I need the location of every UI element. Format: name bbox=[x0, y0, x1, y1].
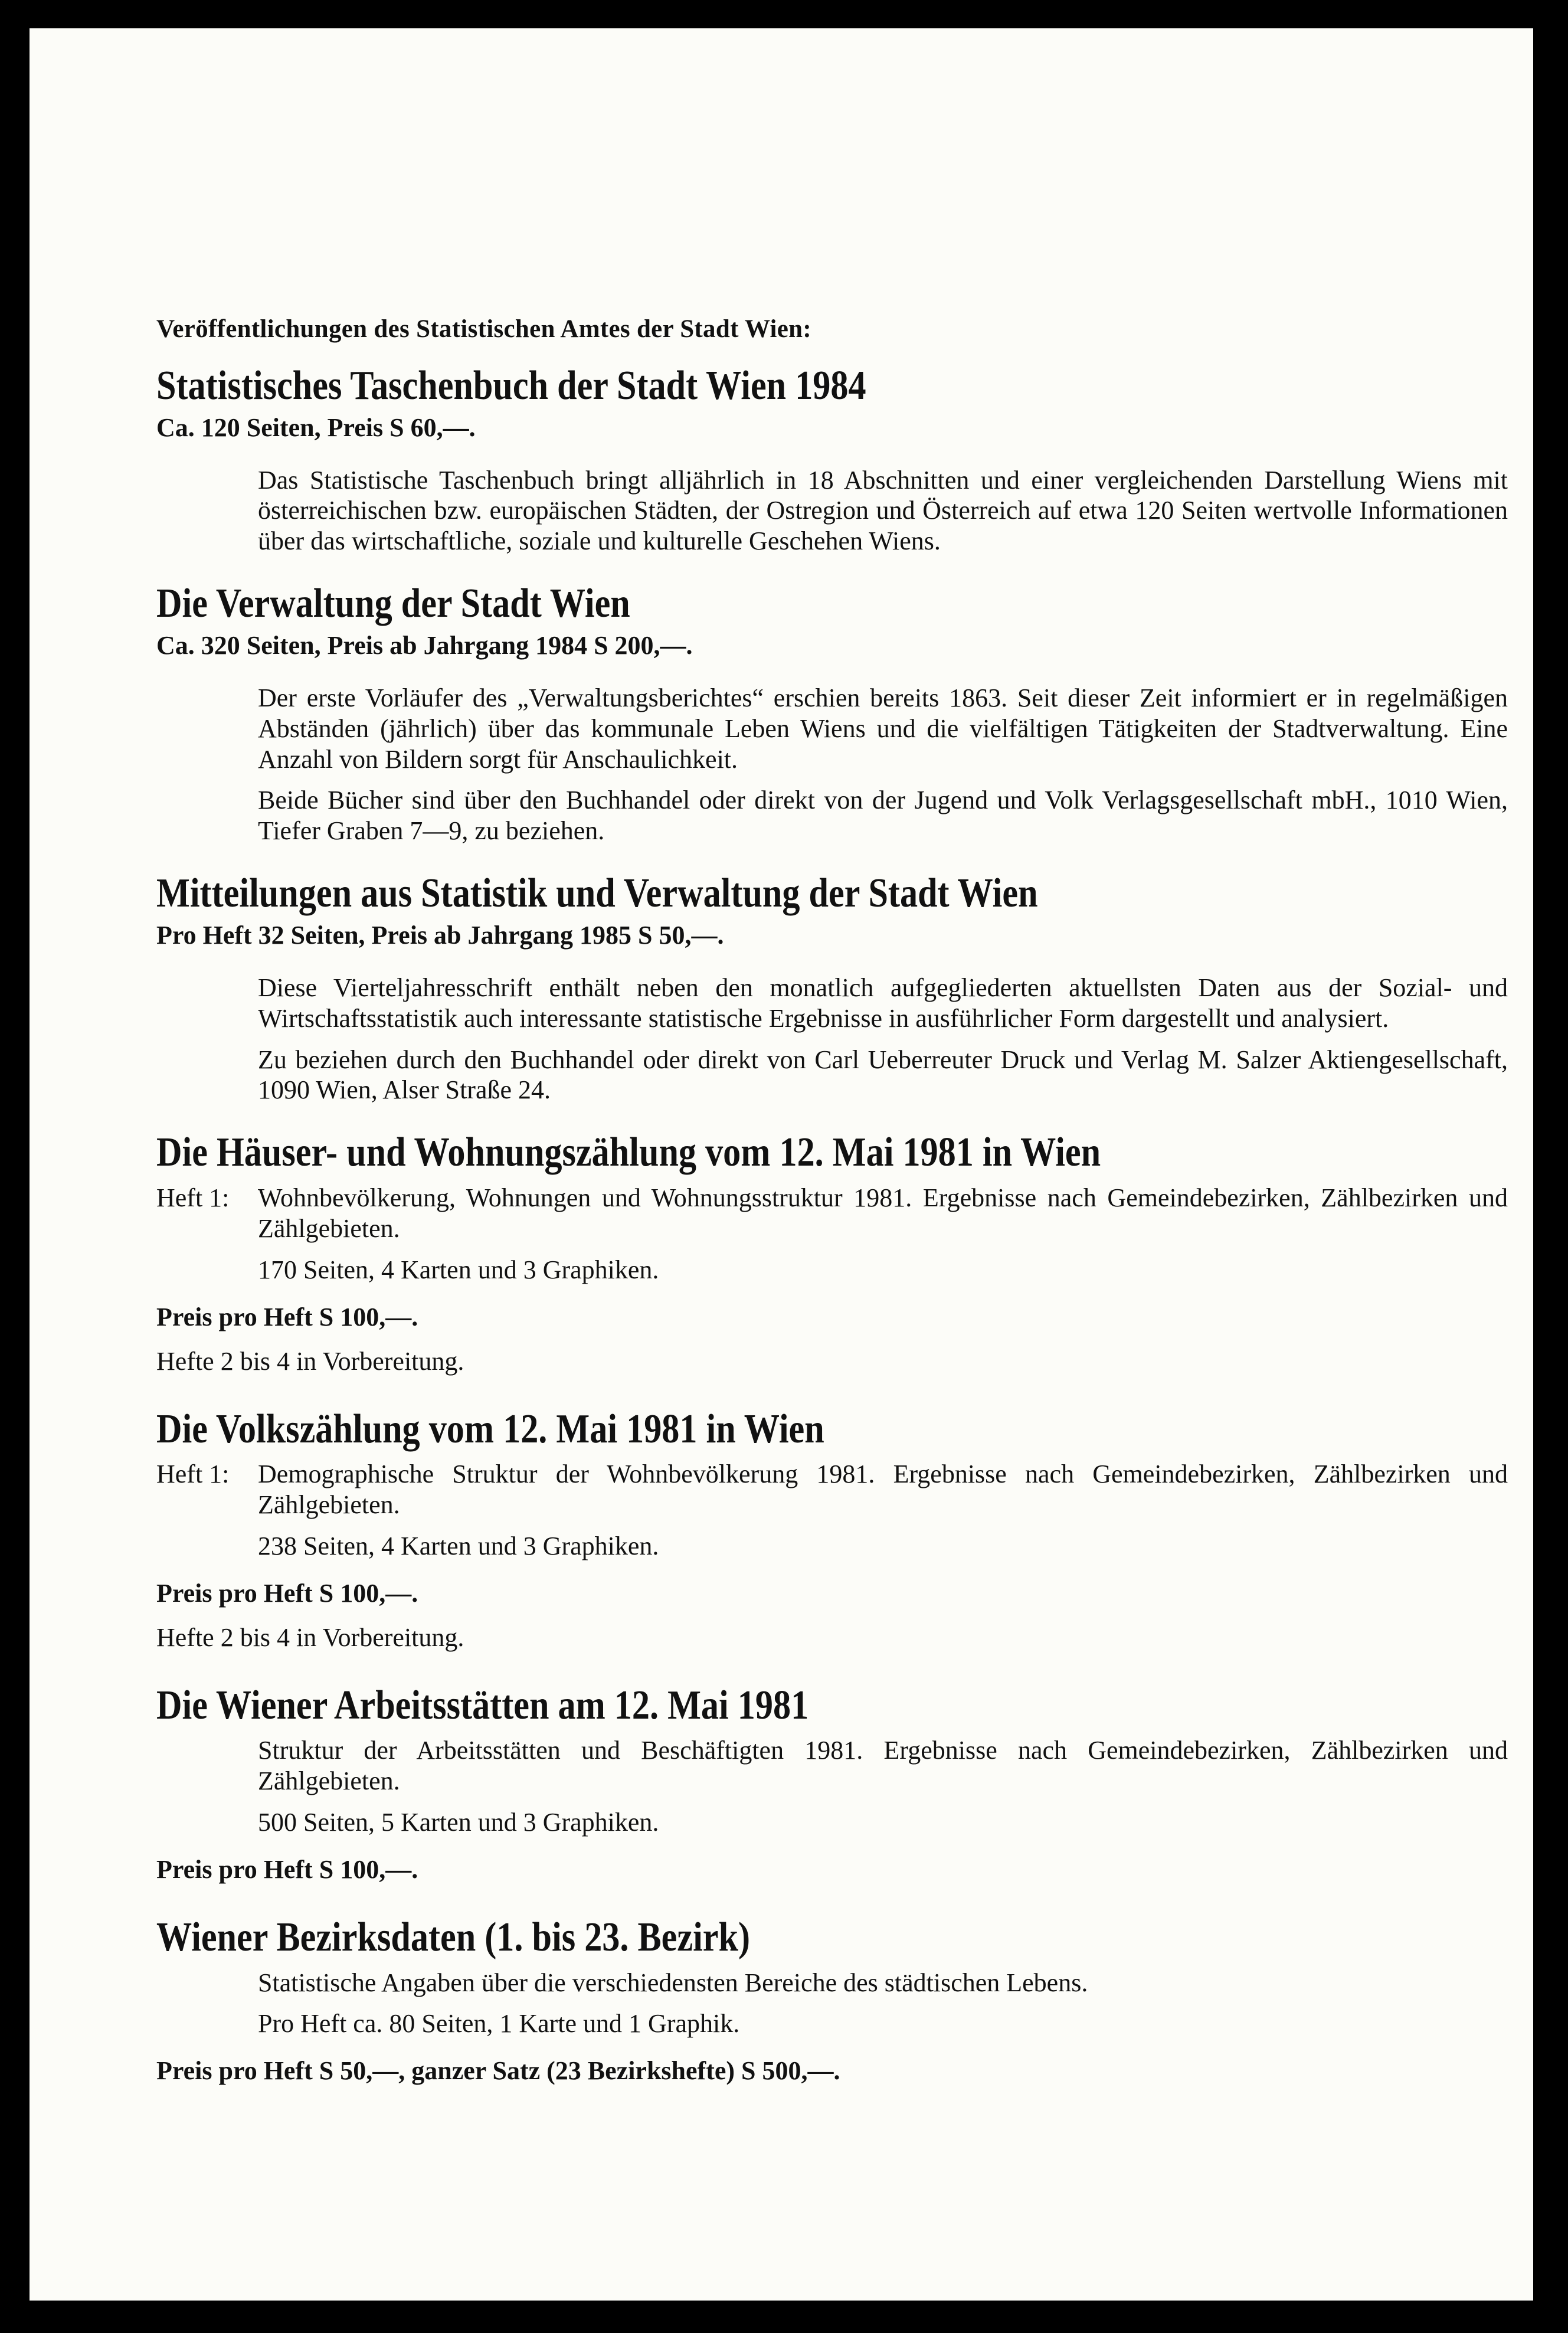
heft-pages: 500 Seiten, 5 Karten und 3 Graphiken. bbox=[258, 1808, 659, 1837]
section-verwaltung bbox=[156, 580, 1508, 846]
section-subtitle: Ca. 320 Seiten, Preis ab Jahrgang 1984 S 200,—. bbox=[156, 630, 693, 660]
heft-note: Hefte 2 bis 4 in Vorbereitung. bbox=[156, 1622, 464, 1652]
section-arbeitsstaetten bbox=[156, 1682, 1508, 1884]
section-mitteilungen bbox=[156, 870, 1508, 1105]
section-title: Wiener Bezirksdaten (1. bis 23. Bezirk) bbox=[156, 1915, 751, 1961]
section-paragraph: Struktur der Arbeitsstätten und Beschäftigten 1981. Ergebnisse nach Gemeindebezirken, Zählbezirken und Zählgebieten. bbox=[258, 1736, 1508, 1796]
heft-pages: 170 Seiten, 4 Karten und 3 Graphiken. bbox=[258, 1255, 659, 1284]
section-bezirksdaten bbox=[156, 1914, 1508, 2086]
section-title: Mitteilungen aus Statistik und Verwaltung der Stadt Wien bbox=[156, 871, 1038, 917]
section-paragraph: Das Statistische Taschenbuch bringt alljährlich in 18 Abschnitten und einer vergleichenden Darstellung Wiens mit österreichischen bzw. europäischen Städten, der Ostregion und Österreich auf etwa 120 Seiten wertvolle Informationen über das wirtschaftliche, soziale und kulturelle Geschehen Wiens. bbox=[258, 465, 1508, 556]
section-paragraph: Der erste Vorläufer des „Verwaltungsberichtes“ erschien bereits 1863. Seit dieser Zeit informiert er in regelmäßigen Abständen (jährlich) über das kommunale Leben Wiens und die vielfältigen Tätigkeiten der Stadtverwaltung. Eine Anzahl von Bildern sorgt für Anschaulichkeit. bbox=[258, 683, 1508, 774]
heft-pages: Pro Heft ca. 80 Seiten, 1 Karte und 1 Graphik. bbox=[258, 2009, 740, 2038]
heft-entry bbox=[156, 1459, 1508, 1520]
heft-description: Wohnbevölkerung, Wohnungen und Wohnungsstruktur 1981. Ergebnisse nach Gemeindebezirken, Zählbezirken und Zählgebieten. bbox=[258, 1183, 1508, 1243]
heft-description: Demographische Struktur der Wohnbevölkerung 1981. Ergebnisse nach Gemeindebezirken, Zählbezirken und Zählgebieten. bbox=[258, 1460, 1508, 1519]
heft-label: Heft 1: bbox=[156, 1183, 230, 1212]
section-title: Statistisches Taschenbuch der Stadt Wien 1984 bbox=[156, 363, 866, 408]
document-page bbox=[30, 28, 1533, 2301]
section-subtitle: Ca. 120 Seiten, Preis S 60,—. bbox=[156, 413, 476, 442]
heft-price: Preis pro Heft S 100,—. bbox=[156, 1578, 418, 1608]
section-subtitle: Pro Heft 32 Seiten, Preis ab Jahrgang 1985 S 50,—. bbox=[156, 920, 724, 950]
heft-pages: 238 Seiten, 4 Karten und 3 Graphiken. bbox=[258, 1531, 659, 1560]
section-title: Die Wiener Arbeitsstätten am 12. Mai 1981 bbox=[156, 1682, 809, 1728]
page-content bbox=[156, 315, 1508, 2109]
heft-entry bbox=[156, 1183, 1508, 1244]
heft-note: Hefte 2 bis 4 in Vorbereitung. bbox=[156, 1346, 464, 1376]
section-paragraph: Diese Vierteljahresschrift enthält neben den monatlich aufgegliederten aktuellsten Daten aus der Sozial- und Wirtschaftsstatistik auch interessante statistische Ergebnisse in ausführlicher Form dargestellt und analysiert. bbox=[258, 973, 1508, 1033]
section-title: Die Volkszählung vom 12. Mai 1981 in Wien bbox=[156, 1406, 824, 1452]
section-title: Die Verwaltung der Stadt Wien bbox=[156, 581, 630, 627]
section-volkszaehlung bbox=[156, 1406, 1508, 1653]
section-taschenbuch bbox=[156, 362, 1508, 557]
section-title: Die Häuser- und Wohnungszählung vom 12. Mai 1981 in Wien bbox=[156, 1130, 1101, 1176]
heft-price: Preis pro Heft S 50,—, ganzer Satz (23 Bezirkshefte) S 500,—. bbox=[156, 2056, 840, 2086]
heft-price: Preis pro Heft S 100,—. bbox=[156, 1855, 418, 1884]
publisher-header: Veröffentlichungen des Statistischen Amtes der Stadt Wien: bbox=[156, 315, 811, 343]
section-paragraph: Zu beziehen durch den Buchhandel oder direkt von Carl Ueberreuter Druck und Verlag M. Salzer Aktiengesellschaft, 1090 Wien, Alser Straße 24. bbox=[258, 1045, 1508, 1105]
section-paragraph: Statistische Angaben über die verschiedensten Bereiche des städtischen Lebens. bbox=[258, 1968, 1088, 1997]
heft-price: Preis pro Heft S 100,—. bbox=[156, 1302, 418, 1331]
section-paragraph: Beide Bücher sind über den Buchhandel oder direkt von der Jugend und Volk Verlagsgesellschaft mbH., 1010 Wien, Tiefer Graben 7—9, zu beziehen. bbox=[258, 786, 1508, 846]
heft-label: Heft 1: bbox=[156, 1460, 230, 1489]
section-haeuserzaehlung bbox=[156, 1129, 1508, 1376]
